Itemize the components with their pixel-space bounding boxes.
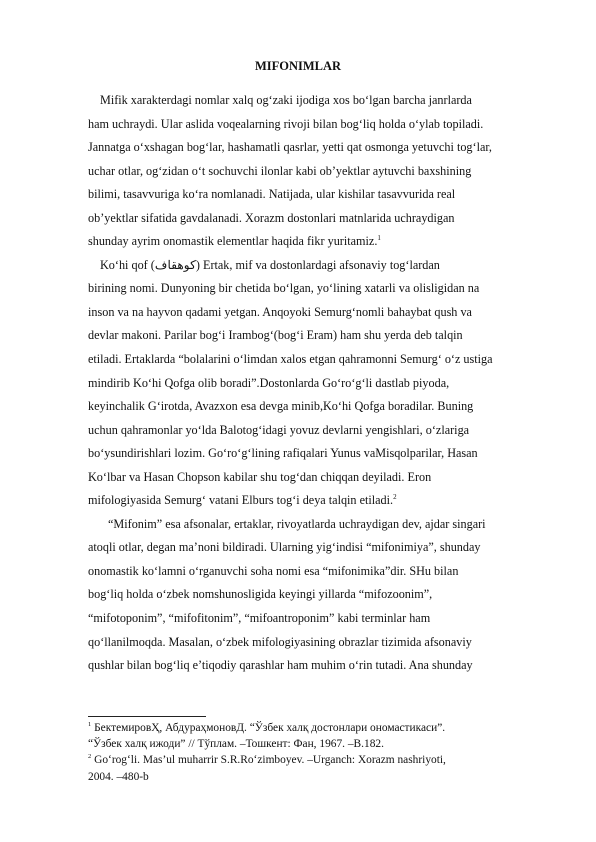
text-line: birining nomi. Dunyoning bir chetida bo‘lgan, yo‘lining xatarli va olisligidan na — [88, 281, 480, 296]
footnote-1-cont: “Ўзбек халқ ижоди” // Тўплам. –Тошкент: Фан, 1967. –В.182. — [88, 738, 384, 751]
text-line: Mifik xarakterdagi nomlar xalq og‘zaki ijodiga xos bo‘lgan barcha janrlarda — [100, 93, 472, 107]
footnote-number: 1 — [88, 721, 92, 729]
footnote-number: 2 — [88, 753, 92, 761]
text-line: etiladi. Ertaklarda “bolalarini o‘limdan xalos etgan qahramonni Semurg‘ o‘z ustiga — [88, 352, 493, 367]
text-line: uchar otlar, og‘zidan o‘t sochuvchi ilonlar kabi ob’yektlar aytuvchi baxshining — [88, 163, 472, 178]
text-line: “Mifonim” esa afsonalar, ertaklar, rivoyatlarda uchraydigan dev, ajdar singari — [108, 516, 486, 531]
text-line: keyinchalik G‘irotda, Avazxon esa devga minib,Ko‘hi Qofga boradilar. Buning — [88, 399, 474, 414]
footnote-ref: 1 — [377, 234, 381, 243]
text-line: bog‘liq holda o‘zbek nomshunosligida keyingi yillarda “mifozoonim”, — [88, 587, 433, 602]
text-line: Jannatga o‘xshagan bog‘lar, hashamatli qasrlar, yetti qat osmonga yetuvchi tog‘lar, — [88, 140, 492, 155]
paragraph-3 — [88, 513, 550, 678]
body-text — [88, 89, 550, 678]
text-line-content: shunday ayrim onomastik elementlar haqida fikr yuritamiz. — [88, 234, 378, 249]
paragraph-1 — [88, 89, 550, 254]
text-line: ham uchraydi. Ular aslida voqealarning rivoji bilan bog‘liq holda o‘ylab topiladi. — [88, 116, 484, 131]
footnote-2 — [88, 752, 550, 768]
text-line: Ko‘lbar va Hasan Chopson kabilar shu tog‘dan chiqqan deyiladi. Eron — [88, 469, 432, 484]
text-line: onomastik ko‘lamni o‘rganuvchi soha nomi esa “mifonimika”dir. SHu bilan — [88, 563, 459, 578]
footnote-text: БектемировҲ, АбдураҳмоновД. “Ўзбек халқ достонлари ономастикаси”. — [94, 722, 446, 734]
footnote-ref: 2 — [393, 493, 397, 502]
footnote-separator — [88, 716, 206, 717]
footnotes — [88, 720, 550, 785]
text-line: bilimi, tasavvuriga ko‘ra nomlanadi. Natijada, ular kishilar tasavvurida real — [88, 187, 456, 202]
text-line: inson va na hayvon qadami yetgan. Anqoyoki Semurg‘nomli bahaybat qush va — [88, 304, 472, 319]
text-line: “mifotoponim”, “mifofitonim”, “mifoantroponim” kabi terminlar ham — [88, 611, 431, 626]
text-line: mindirib Ko‘hi Qofga olib boradi”.Dostonlarda Go‘ro‘g‘li dastlab piyoda, — [88, 375, 450, 390]
text-line: uchun qahramonlar yo‘lda Balotog‘idagi yovuz devlarni yengishlari, o‘zlariga — [88, 422, 470, 437]
text-line: devlar makoni. Parilar bog‘i Irambog‘(bog‘i Eram) ham shu yerda deb talqin — [88, 328, 463, 343]
page-title: MIFONIMLAR — [254, 59, 342, 73]
footnote-1 — [88, 720, 550, 736]
text-line-content: mifologiyasida Semurg‘ vatani Elburs tog‘i deya talqin etiladi. — [88, 493, 394, 508]
footnote-text: Go‘rog‘li. Mas’ul muharrir S.R.Ro‘zimboyev. –Urganch: Xorazm nashriyoti, — [94, 754, 446, 767]
footnote-2-cont: 2004. –480-b — [88, 770, 149, 783]
text-line: qushlar bilan bog‘liq e’tiqodiy qarashlar ham muhim o‘rin tutadi. Ana shunday — [88, 658, 473, 673]
text-line: atoqli otlar, degan ma’noni bildiradi. Ularning yig‘indisi “mifonimiya”, shunday — [88, 540, 481, 555]
text-line: qo‘llanilmoqda. Masalan, o‘zbek mifologiyasining obrazlar tizimida afsonaviy — [88, 634, 472, 649]
text-line: Ko‘hi qof (كوهقاف) Ertak, mif va dostonlardagi afsonaviy tog‘lardan — [100, 257, 440, 272]
text-line-last — [88, 230, 550, 254]
text-line: bo‘ysundirishlari lozim. Go‘ro‘g‘lining rafiqalari Yunus vaMisqolparilar, Hasan — [88, 446, 478, 461]
paragraph-2 — [88, 254, 550, 513]
text-line-last — [88, 489, 550, 513]
text-line: ob’yektlar sifatida gavdalanadi. Xorazm dostonlari matnlarida uchraydigan — [88, 210, 455, 225]
